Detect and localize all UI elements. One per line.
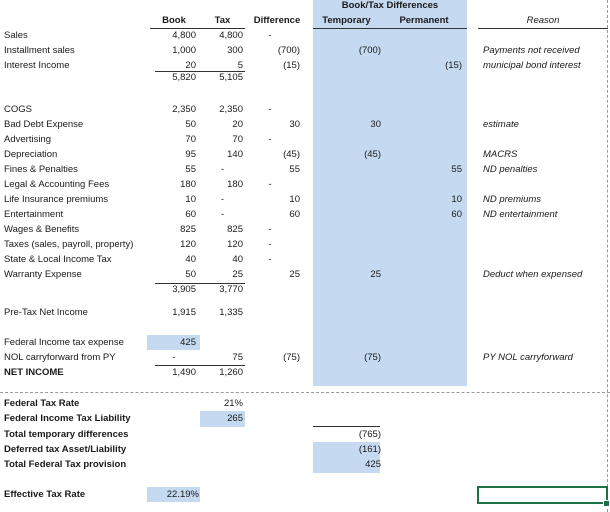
expense-row-tax: 180	[227, 179, 243, 190]
expense-row-tax: -	[220, 194, 225, 205]
header-temporary: Temporary	[322, 15, 371, 26]
expense-row-diff: 10	[289, 194, 300, 205]
expense-row-reason: ND entertainment	[483, 209, 558, 220]
page-break-horizontal	[0, 392, 610, 393]
income-row-temp: (700)	[358, 45, 381, 56]
expense-row-book: 50	[185, 119, 196, 130]
expense-row-label: Wages & Benefits	[4, 224, 80, 235]
expense-row-tax: -	[220, 209, 225, 220]
income-row-diff: -	[268, 30, 272, 41]
expense-row-temp: 30	[370, 119, 381, 130]
expense-row-diff: -	[268, 179, 272, 190]
fed-liability-label: Federal Income Tax Liability	[4, 413, 131, 424]
income-row-tax: 4,800	[219, 30, 243, 41]
income-row-book: 20	[185, 60, 196, 71]
provision-label: Total Federal Tax provision	[4, 459, 127, 470]
expense-row-diff: -	[268, 134, 272, 145]
nol-tax: 75	[232, 352, 243, 363]
net-income-label: NET INCOME	[4, 367, 64, 378]
income-row-book: 4,800	[172, 30, 196, 41]
expense-row-book: 70	[185, 134, 196, 145]
expense-row-diff: 30	[289, 119, 300, 130]
header-book-tax-differences: Book/Tax Differences	[341, 0, 439, 11]
nol-reason: PY NOL carryforward	[483, 352, 573, 363]
header-permanent: Permanent	[399, 15, 449, 26]
net-income-tax: 1,260	[219, 367, 243, 378]
pretax-label: Pre-Tax Net Income	[4, 307, 88, 318]
fed-expense-label: Federal Income tax expense	[4, 337, 124, 348]
temp-total-value: (765)	[358, 429, 381, 440]
expense-row-book: 60	[185, 209, 196, 220]
income-total-book: 5,820	[172, 72, 196, 83]
expense-row-reason: ND premiums	[483, 194, 542, 205]
expense-row-diff: (45)	[283, 149, 300, 160]
income-total-tax: 5,105	[219, 72, 243, 83]
expense-row-book: 2,350	[172, 104, 196, 115]
nol-label: NOL carryforward from PY	[4, 352, 116, 363]
income-row-perm: (15)	[445, 60, 462, 71]
income-row-label: Installment sales	[4, 45, 75, 56]
fed-expense-book: 425	[180, 337, 196, 348]
header-underline	[150, 28, 245, 29]
fill-handle[interactable]	[603, 500, 610, 507]
expense-row-diff: -	[268, 224, 272, 235]
expense-row-book: 825	[180, 224, 196, 235]
page-break-vertical	[607, 0, 608, 512]
expense-row-label: Entertainment	[4, 209, 64, 220]
expense-row-book: 10	[185, 194, 196, 205]
expense-row-perm: 60	[451, 209, 462, 220]
fed-rate-label: Federal Tax Rate	[4, 398, 80, 409]
nol-temp: (75)	[364, 352, 381, 363]
expense-row-label: Fines & Penalties	[4, 164, 78, 175]
pretax-tax: 1,335	[219, 307, 243, 318]
income-row-book: 1,000	[172, 45, 196, 56]
expense-row-label: Advertising	[4, 134, 51, 145]
expense-total-book: 3,905	[172, 284, 196, 295]
income-row-tax: 300	[227, 45, 243, 56]
nol-diff: (75)	[283, 352, 300, 363]
temp-total-topline	[313, 426, 380, 427]
expense-row-reason: ND penalties	[483, 164, 538, 175]
expense-row-perm: 55	[451, 164, 462, 175]
effective-rate-label: Effective Tax Rate	[4, 489, 86, 500]
provision-value: 425	[365, 459, 381, 470]
effective-rate-value: 22.19%	[166, 489, 199, 500]
selected-cell[interactable]	[477, 486, 608, 504]
expense-row-tax: 825	[227, 224, 243, 235]
net-income-book: 1,490	[172, 367, 196, 378]
nol-underline	[155, 365, 245, 366]
income-row-reason: Payments not received	[483, 45, 580, 56]
header-difference: Difference	[253, 15, 301, 26]
expense-row-perm: 10	[451, 194, 462, 205]
temporary-permanent-column-shading	[313, 0, 467, 386]
expense-row-label: COGS	[4, 104, 32, 115]
expense-row-tax: -	[220, 164, 225, 175]
expense-total-tax: 3,770	[219, 284, 243, 295]
temp-total-label: Total temporary differences	[4, 429, 129, 440]
expense-row-book: 120	[180, 239, 196, 250]
expense-row-book: 50	[185, 269, 196, 280]
expense-row-diff: 55	[289, 164, 300, 175]
deferred-label: Deferred tax Asset/Liability	[4, 444, 127, 455]
expense-row-tax: 140	[227, 149, 243, 160]
income-row-diff: (700)	[277, 45, 300, 56]
fed-rate-value: 21%	[223, 398, 243, 409]
header-tax: Tax	[214, 15, 231, 26]
header-underline-3	[478, 28, 608, 29]
income-row-label: Interest Income	[4, 60, 70, 71]
deferred-value: (161)	[358, 444, 381, 455]
expense-row-book: 95	[185, 149, 196, 160]
income-row-tax: 5	[237, 60, 243, 71]
expense-row-diff: 60	[289, 209, 300, 220]
expense-row-label: Legal & Accounting Fees	[4, 179, 110, 190]
expense-row-label: Taxes (sales, payroll, property)	[4, 239, 134, 250]
nol-book: -	[172, 352, 176, 363]
income-row-diff: (15)	[283, 60, 300, 71]
expense-row-temp: (45)	[364, 149, 381, 160]
fed-liability-value: 265	[227, 413, 243, 424]
expense-row-label: Life Insurance premiums	[4, 194, 109, 205]
expense-row-reason: Deduct when expensed	[483, 269, 583, 280]
expense-row-diff: -	[268, 254, 272, 265]
expense-row-tax: 20	[232, 119, 243, 130]
expense-row-tax: 40	[232, 254, 243, 265]
header-underline-2	[313, 28, 467, 29]
expense-row-diff: -	[268, 239, 272, 250]
income-row-label: Sales	[4, 30, 28, 41]
expense-row-reason: estimate	[483, 119, 519, 130]
income-row-reason: municipal bond interest	[483, 60, 581, 71]
expense-row-diff: -	[268, 104, 272, 115]
expense-row-diff: 25	[289, 269, 300, 280]
expense-row-temp: 25	[370, 269, 381, 280]
expense-row-tax: 70	[232, 134, 243, 145]
expense-row-book: 180	[180, 179, 196, 190]
expense-row-label: Warranty Expense	[4, 269, 82, 280]
header-book: Book	[162, 15, 186, 26]
expense-row-tax: 2,350	[219, 104, 243, 115]
expense-row-label: State & Local Income Tax	[4, 254, 112, 265]
expense-row-reason: MACRS	[483, 149, 518, 160]
pretax-book: 1,915	[172, 307, 196, 318]
expense-row-book: 55	[185, 164, 196, 175]
expense-row-tax: 120	[227, 239, 243, 250]
expense-row-label: Bad Debt Expense	[4, 119, 84, 130]
expense-row-book: 40	[185, 254, 196, 265]
expense-row-tax: 25	[232, 269, 243, 280]
header-reason: Reason	[526, 15, 560, 26]
expense-row-label: Depreciation	[4, 149, 58, 160]
